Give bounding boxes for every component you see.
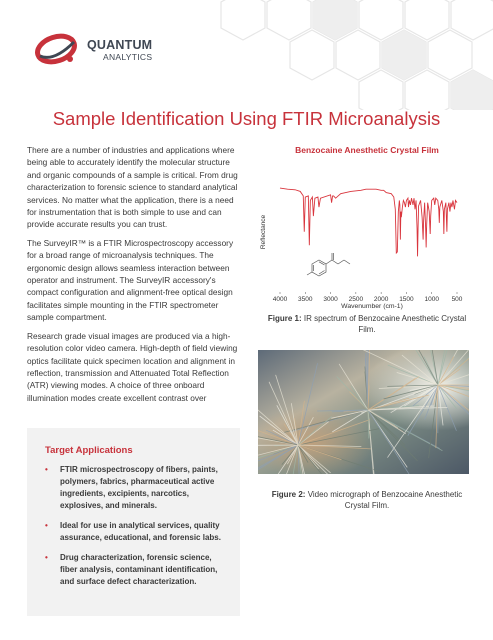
figure-1-label: Figure 1:	[267, 314, 302, 323]
page-title: Sample Identification Using FTIR Microanalysis	[52, 108, 441, 129]
chart-xlabel: Wavenumber (cm-1)	[341, 303, 403, 310]
quantum-logo-mark-icon	[34, 32, 80, 66]
target-item: • Ideal for use in analytical services, quality assurance, educational, and forensic labs.	[45, 520, 228, 544]
x-tick-label: 3000	[323, 296, 338, 303]
target-applications-title: Target Applications	[45, 445, 133, 456]
x-tick-label: 1500	[399, 296, 414, 303]
benzocaine-molecule-icon	[307, 253, 350, 276]
x-tick-label: 1000	[424, 296, 439, 303]
paragraph-1: There are a number of industries and applications where being able to accurately identify the molecular structure and organic compounds of a sample is critical. From drug characterization to forensic science to standard analytical services. No matter what the application, there is a need for instrumentation that is both simple to use and can provide accurate results you can trust.	[27, 145, 238, 230]
figure-2-caption-text: Video micrograph of Benzocaine Anesthetic Crystal Film.	[305, 490, 463, 510]
ir-spectrum-chart	[252, 160, 472, 312]
figure-1-caption-text: IR spectrum of Benzocaine Anesthetic Crystal Film.	[301, 314, 467, 334]
figure-1-heading: Benzocaine Anesthetic Crystal Film	[295, 145, 439, 155]
target-applications-panel	[27, 428, 240, 616]
paragraph-3: Research grade visual images are produced via a high-resolution color video camera. High-depth of field viewing optics facilitate quick specimen location and alignment in reflection, transmission and Attenuated Total Reflection (ATR) viewing modes. A choice of three onboard illumination modes create excellent contrast over	[27, 330, 238, 403]
x-tick-label: 2000	[373, 296, 389, 303]
target-item: • Drug characterization, forensic science, fiber analysis, contaminant identification, and surface defect characterization.	[45, 552, 228, 588]
figure-2-label: Figure 2:	[271, 490, 306, 499]
company-name: QUANTUM	[87, 38, 153, 52]
target-applications-list	[45, 464, 228, 588]
target-item: • FTIR microspectroscopy of fibers, paints, polymers, fabrics, pharmaceutical active ingredients, excipients, narcotics, explosives, and minerals.	[45, 464, 228, 512]
hexagon-background	[203, 0, 493, 110]
company-logo	[34, 30, 194, 70]
x-tick-label: 4000	[272, 296, 288, 303]
x-tick-label: 2500	[348, 296, 364, 303]
figure-1-caption	[262, 313, 472, 335]
paragraph-2: The SurveyIR™ is a FTIR Microspectroscopy accessory for a broad range of microanalysis techniques. The ergonomic design allows seamless interaction between operator and instrument. The SurveyIR accessory's compact configuration and alignment-free optical design facilitates simple mounting in the FTIR spectrometer sample compartment.	[27, 237, 234, 323]
x-tick-label: 500	[451, 296, 463, 303]
spectrum-series-line	[280, 188, 457, 256]
chart-ylabel: Reflectance	[260, 214, 267, 250]
crystal-micrograph-image	[258, 350, 469, 474]
figure-2-caption	[262, 489, 472, 511]
company-subname: ANALYTICS	[103, 52, 153, 62]
body-text	[27, 144, 239, 410]
x-tick-label: 3500	[298, 296, 313, 303]
chart-x-ticks	[273, 292, 463, 303]
